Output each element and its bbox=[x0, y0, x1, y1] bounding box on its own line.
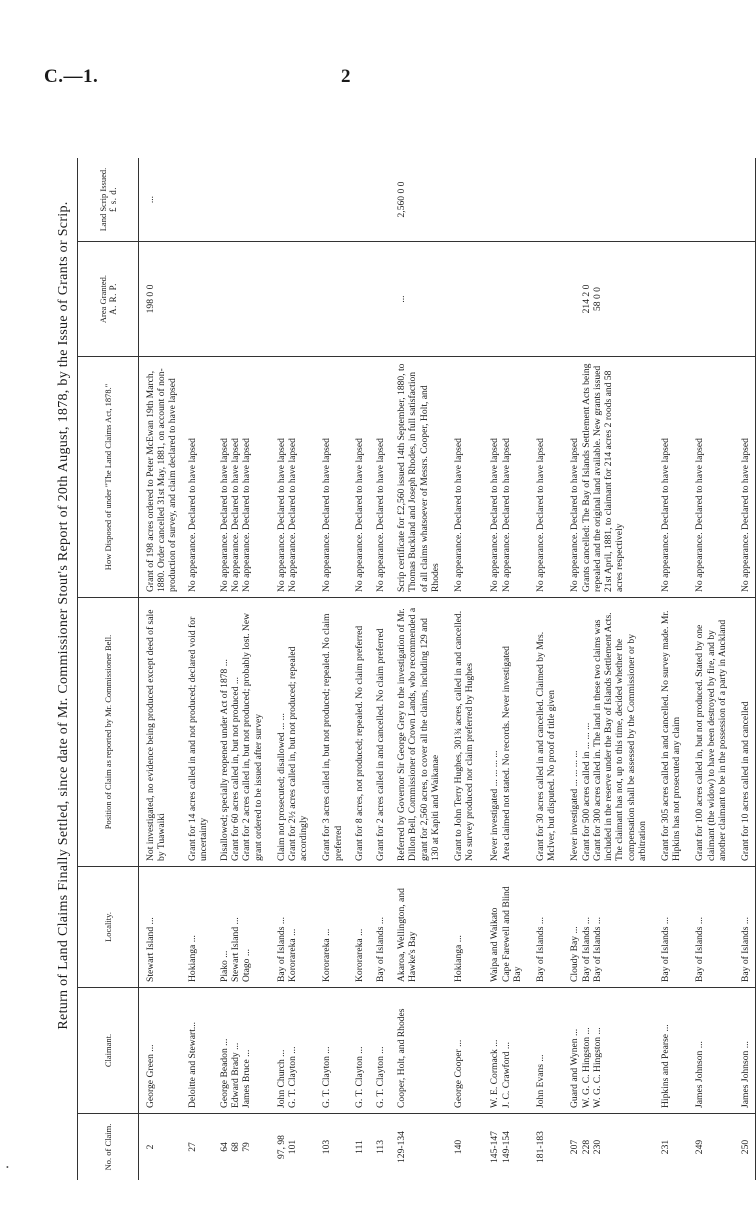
table-row bbox=[533, 158, 567, 1180]
area-cell bbox=[319, 242, 351, 357]
disposal-cell: Scrip certificate for £2,560 issued 14th September, 1880, to Thomas Buckland and Joseph Rhodes, in full satisfaction of all claims whatsoever of Messrs. Cooper, Holt, and Rhodes bbox=[394, 357, 451, 598]
table-row bbox=[373, 158, 394, 1180]
position-cell: Grant for 14 acres called in and not produced; declared void for uncertainty bbox=[185, 598, 217, 867]
position-cell: Grant for 305 acres called in and cancelled. No survey made. Mr. Hipkins has not prosecuted any claim bbox=[658, 598, 692, 867]
claim-number: 97, 98 101 bbox=[275, 1135, 299, 1159]
scrip-cell bbox=[185, 158, 217, 242]
locality-cell: Piako ... Stewart Island ... Otago ... bbox=[217, 867, 274, 988]
table-row bbox=[217, 158, 274, 1180]
area-cell bbox=[373, 242, 394, 357]
table-title: Return of Land Claims Finally Settled, since date of Mr. Commissioner Stout's Report of 20th August, 1878, by the Issue of Grants or Scrip. bbox=[56, 201, 71, 1030]
claimant-cell: James Johnson ... bbox=[692, 988, 738, 1114]
page-code: C.—1. bbox=[44, 66, 99, 87]
table-row bbox=[451, 158, 487, 1180]
claim-number: 249 bbox=[694, 1139, 706, 1155]
table-row bbox=[394, 158, 451, 1180]
locality-cell: Bay of Islands ... bbox=[658, 867, 692, 988]
area-cell: 198 0 0 bbox=[139, 242, 185, 357]
col-header-position: Position of Claim as reported by Mr. Commissioner Bell. bbox=[78, 598, 139, 867]
page-number: 2 bbox=[341, 66, 351, 87]
locality-cell: Stewart Island ... bbox=[139, 867, 185, 988]
locality-cell: Bay of Islands ... bbox=[533, 867, 567, 988]
position-cell: Never investigated ... ... ... ... Area claimed not stated. No records. Never investigated bbox=[487, 598, 533, 867]
col-header-disposed: How Disposed of under "The Land Claims Act, 1878." bbox=[78, 357, 139, 598]
position-cell: Grant to John Terry Hughes, 301¾ acres, called in and cancelled. No survey produced nor claim preferred by Hughes bbox=[451, 598, 487, 867]
disposal-cell: No appearance. Declared to have lapsed Grants cancelled: The Bay of Islands Settlement Acts being repealed and the original land available. New grants issued 21st April, 1881, to claimant for 214 acres 2 roods and 58 acres respectively bbox=[567, 357, 657, 598]
claimant-cell: G. T. Clayton ... bbox=[352, 988, 373, 1114]
area-cell bbox=[533, 242, 567, 357]
locality-cell: Bay of Islands ... bbox=[373, 867, 394, 988]
claim-number: 207 228 230 bbox=[569, 1139, 603, 1155]
scrip-cell bbox=[738, 158, 756, 242]
disposal-cell: No appearance. Declared to have lapsed bbox=[319, 357, 351, 598]
scrip-units: £ s. d. bbox=[108, 187, 118, 213]
disposal-cell: Grant of 198 acres ordered to Peter McEwan 19th March, 1880. Order cancelled 31st May, 1881, on account of non-production of survey, and claim declared to have lapsed bbox=[139, 357, 185, 598]
locality-cell: Bay of Islands ... bbox=[692, 867, 738, 988]
locality-cell: Kororareka ... bbox=[352, 867, 373, 988]
area-cell bbox=[185, 242, 217, 357]
claimant-cell: G. T. Clayton ... bbox=[373, 988, 394, 1114]
position-cell: Grant for 8 acres, not produced; repealed. No claim preferred bbox=[352, 598, 373, 867]
position-cell: Grant for 3 acres called in, but not produced; repealed. No claim preferred bbox=[319, 598, 351, 867]
disposal-cell: No appearance. Declared to have lapsed bbox=[738, 357, 756, 598]
claimant-cell: Hipkins and Pearse ... bbox=[658, 988, 692, 1114]
land-claims-table bbox=[77, 158, 756, 1180]
position-cell: Never investigated ... ... ... ... Grant for 500 acres called in ... ... ... Grant for 300 acres called in. The land in these two claims was included in the reserve under the Bay of Islands Settlement Acts. The claimant has not, up to this time, decided whether the compensation shall be assessed by the Commissioner or by arbitration bbox=[567, 598, 657, 867]
table-row bbox=[567, 158, 657, 1180]
col-header-no: No. of Claim. bbox=[78, 1114, 139, 1181]
claimant-cell: John Church ... G. T. Clayton ... bbox=[274, 988, 320, 1114]
disposal-cell: No appearance. Declared to have lapsed bbox=[352, 357, 373, 598]
disposal-cell: No appearance. Declared to have lapsed bbox=[692, 357, 738, 598]
claim-number: 250 bbox=[738, 1114, 756, 1181]
locality-cell: Cloudy Bay ... Bay of Islands ... Bay of Islands ... bbox=[567, 867, 657, 988]
scrip-cell bbox=[451, 158, 487, 242]
claimant-cell: W. E. Cormack ... J. C. Crawford ... bbox=[487, 988, 533, 1114]
disposal-cell: No appearance. Declared to have lapsed No appearance. Declared to have lapsed bbox=[274, 357, 320, 598]
claimant-cell: John Evans ... bbox=[533, 988, 567, 1114]
scrip-cell bbox=[274, 158, 320, 242]
scrip-cell bbox=[658, 158, 692, 242]
area-cell bbox=[352, 242, 373, 357]
claim-number: 129-134 bbox=[396, 1131, 408, 1163]
area-header-label: Area Granted. bbox=[98, 274, 108, 324]
locality-cell: Kororareka ... bbox=[319, 867, 351, 988]
claim-number: 64 68 79 bbox=[219, 1142, 253, 1152]
table-row bbox=[352, 158, 373, 1180]
table-row bbox=[319, 158, 351, 1180]
scrip-cell bbox=[567, 158, 657, 242]
position-cell: Grant for 10 acres called in and cancelled bbox=[738, 598, 756, 867]
locality-cell: Bay of Islands ... Kororareka ... bbox=[274, 867, 320, 988]
claimant-cell: George Beadon ... Edward Brady ... James Bruce ... bbox=[217, 988, 274, 1114]
area-cell bbox=[738, 242, 756, 357]
position-cell: Grant for 2 acres called in and cancelled. No claim preferred bbox=[373, 598, 394, 867]
area-units: A. R. P. bbox=[108, 283, 118, 315]
table-body bbox=[139, 158, 756, 1180]
position-cell: Disallowed; specially reopened under Act of 1878 ... Grant for 60 acres called in, but not produced ... Grant for 2 acres called in, but not produced; probably lost. New grant ordered to be issued after survey bbox=[217, 598, 274, 867]
scrip-cell bbox=[692, 158, 738, 242]
claim-number: 231 bbox=[659, 1139, 671, 1155]
table-row bbox=[692, 158, 738, 1180]
locality-cell: Hokianga ... bbox=[451, 867, 487, 988]
locality-cell: Waipa and Waikato Cape Farewell and Blind Bay bbox=[487, 867, 533, 988]
table-row bbox=[274, 158, 320, 1180]
col-header-locality: Locality. bbox=[78, 867, 139, 988]
claimant-cell: George Cooper ... bbox=[451, 988, 487, 1114]
scrip-cell bbox=[533, 158, 567, 242]
table-header-row bbox=[78, 158, 139, 1180]
claimant-cell: Cooper, Holt, and Rhodes bbox=[394, 988, 451, 1114]
locality-cell: Akaroa, Wellington, and Hawke's Bay bbox=[394, 867, 451, 988]
table-row bbox=[487, 158, 533, 1180]
scrip-cell bbox=[319, 158, 351, 242]
area-cell bbox=[658, 242, 692, 357]
disposal-cell: No appearance. Declared to have lapsed bbox=[451, 357, 487, 598]
scrip-cell bbox=[217, 158, 274, 242]
table-row bbox=[658, 158, 692, 1180]
area-cell: 214 2 0 58 0 0 bbox=[567, 242, 657, 357]
disposal-cell: No appearance. Declared to have lapsed bbox=[373, 357, 394, 598]
claimant-cell: George Green ... bbox=[139, 988, 185, 1114]
area-cell: ... bbox=[394, 242, 451, 357]
position-cell: Not investigated, no evidence being produced except deed of sale by Tuawaiki bbox=[139, 598, 185, 867]
disposal-cell: No appearance. Declared to have lapsed bbox=[185, 357, 217, 598]
claim-number: 103 bbox=[321, 1139, 333, 1155]
col-header-area bbox=[78, 242, 139, 357]
claim-number: 2 bbox=[145, 1144, 156, 1150]
area-cell bbox=[274, 242, 320, 357]
claim-number: 145-147 149-154 bbox=[489, 1131, 512, 1163]
position-cell: Claim not prosecuted; disallowed ... ... Grant for 2½ acres called in, but not produced; repealed accordingly bbox=[274, 598, 320, 867]
claim-number: 181-183 bbox=[535, 1131, 547, 1163]
scrip-cell: 2,560 0 0 bbox=[394, 158, 451, 242]
claim-number: 113 bbox=[375, 1139, 387, 1155]
claimant-cell: Deloitte and Stewart... bbox=[185, 988, 217, 1114]
claim-number: 111 bbox=[353, 1140, 365, 1154]
stray-mark: • bbox=[6, 1163, 9, 1172]
table-row bbox=[738, 158, 756, 1180]
disposal-cell: No appearance. Declared to have lapsed No appearance. Declared to have lapsed No appearance. Declared to have lapsed bbox=[217, 357, 274, 598]
disposal-cell: No appearance. Declared to have lapsed bbox=[533, 357, 567, 598]
scrip-cell bbox=[373, 158, 394, 242]
table-row bbox=[139, 158, 185, 1180]
area-cell bbox=[692, 242, 738, 357]
claimant-cell: Guard and Wynen ... W. G. C. Hingston ... W. G. C. Hingston ... bbox=[567, 988, 657, 1114]
claimant-cell: James Johnson ... bbox=[738, 988, 756, 1114]
area-cell bbox=[217, 242, 274, 357]
scrip-cell bbox=[487, 158, 533, 242]
position-cell: Grant for 30 acres called in and cancelled. Claimed by Mrs. McIver, but disputed. No proof of title given bbox=[533, 598, 567, 867]
claimant-cell: G. T. Clayton ... bbox=[319, 988, 351, 1114]
table-row bbox=[185, 158, 217, 1180]
area-cell bbox=[487, 242, 533, 357]
locality-cell: Hokianga ... bbox=[185, 867, 217, 988]
claim-number: 27 bbox=[186, 1142, 198, 1152]
position-cell: Referred by Governor Sir George Grey to the investigation of Mr. Dillon Bell, Commissioner of Crown Lands, who recommended a grant for 2,560 acres, to cover all the claims, including 129 and 130 at Kapiti and Waikanae bbox=[394, 598, 451, 867]
disposal-cell: No appearance. Declared to have lapsed No appearance. Declared to have lapsed bbox=[487, 357, 533, 598]
disposal-cell: No appearance. Declared to have lapsed bbox=[658, 357, 692, 598]
scrip-header-label: Land Scrip Issued. bbox=[98, 167, 108, 232]
claim-number: 140 bbox=[453, 1139, 465, 1155]
col-header-claimant: Claimant. bbox=[78, 988, 139, 1114]
locality-cell: Bay of Islands ... bbox=[738, 867, 756, 988]
area-cell bbox=[451, 242, 487, 357]
position-cell: Grant for 100 acres called in, but not produced. Stated by one claimant (the widow) to have been destroyed by fire, and by another claimant to be in the possession of a party in Auckland bbox=[692, 598, 738, 867]
scrip-cell bbox=[352, 158, 373, 242]
col-header-scrip bbox=[78, 158, 139, 242]
scrip-cell: ... bbox=[139, 158, 185, 242]
